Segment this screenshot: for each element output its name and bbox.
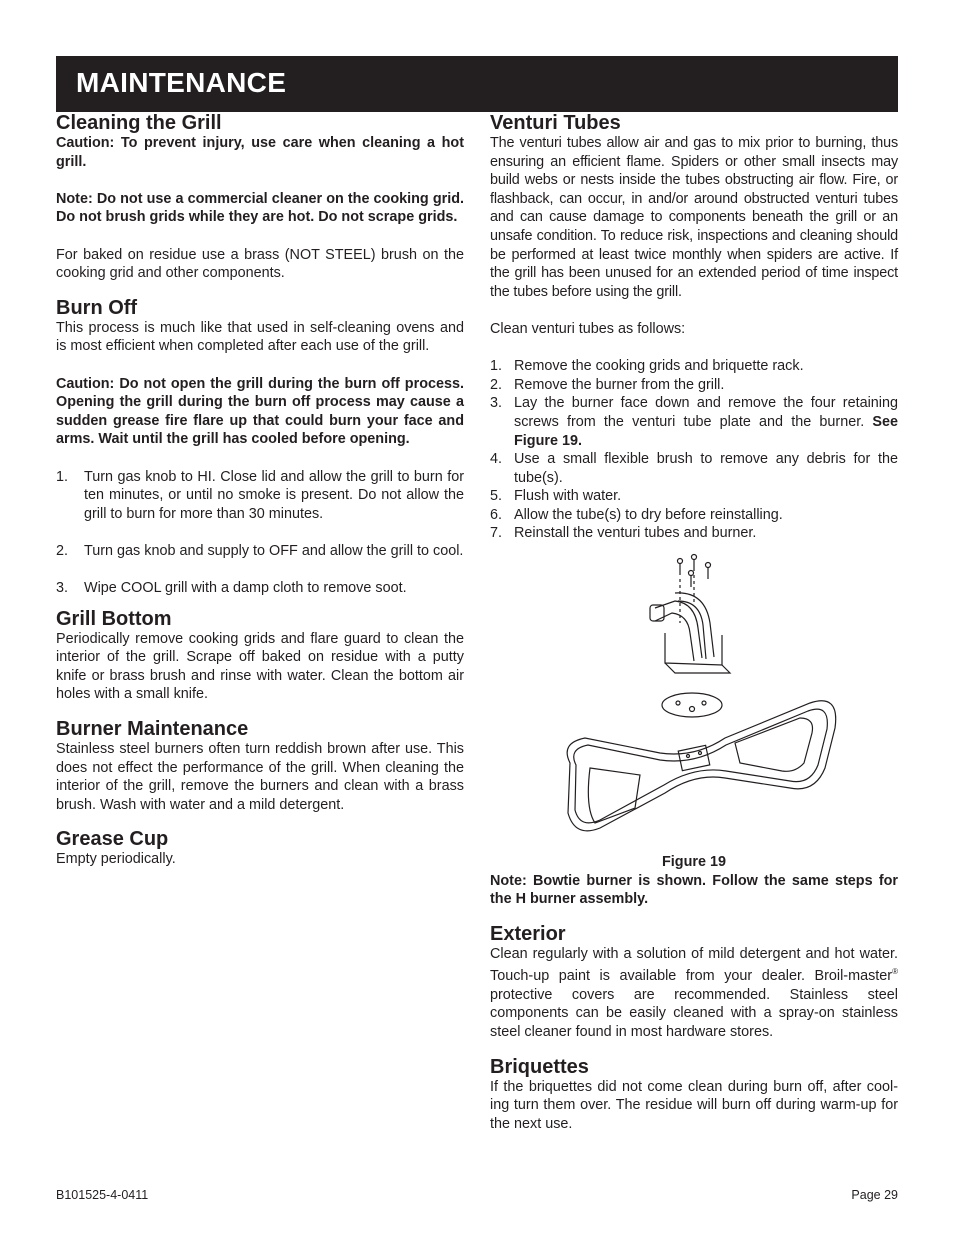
cleaning-note: Note: Do not use a commercial cleaner on the cooking grid. Do not brush grids while they are hot. Do not scrape grids. xyxy=(56,190,464,226)
figure-note: Note: Bowtie burner is shown. Follow the same steps for the H burner assembly. xyxy=(490,872,898,908)
list-item: 1. Turn gas knob to HI. Close lid and allow the grill to burn for ten minutes, or until no smoke is present. Do not allow the grill to burn for more than 30 minutes. xyxy=(56,468,464,522)
exterior-heading: Exterior xyxy=(490,922,566,945)
exterior-body: Clean regularly with a solution of mild detergent and hot water. Touch-up paint is available from your dealer. Broil-master® protective covers are recommended. Stainless steel components can be easily cleaned with a spray-on stainless steel cleaner found in most hardware stores. xyxy=(490,945,898,1041)
list-item: 4. Use a small flexible brush to remove any debris for the tube(s). xyxy=(490,451,898,486)
document-code: B101525-4-0411 xyxy=(56,1188,149,1202)
left-column xyxy=(56,112,464,869)
page-title: MAINTENANCE xyxy=(76,67,287,98)
burnoff-steps xyxy=(56,468,464,598)
list-item: 2. Turn gas knob and supply to OFF and allow the grill to cool. xyxy=(56,542,464,559)
venturi-intro: Clean venturi tubes as follows: xyxy=(490,320,686,337)
venturi-steps xyxy=(490,357,898,543)
section-banner xyxy=(56,56,898,112)
list-item: 7. Reinstall the venturi tubes and burner. xyxy=(490,525,757,542)
venturi-tubes xyxy=(650,593,730,673)
cleaning-caution: Caution: To prevent injury, use care when cleaning a hot grill. xyxy=(56,135,464,170)
list-item: 6. Allow the tube(s) to dry before reinstalling. xyxy=(490,506,783,523)
burner-body: Stainless steel burners often turn reddish brown after use. This does not effect the performance of the grill. When cleaning the interior of the grill, remove the burners and clean with a brass brush. Wash with water and a mild detergent. xyxy=(56,741,464,813)
burnoff-heading: Burn Off xyxy=(56,296,138,319)
bowtie-burner xyxy=(567,701,836,831)
page-number: Page 29 xyxy=(851,1188,898,1202)
greasecup-body: Empty periodically. xyxy=(56,851,176,868)
figure-reference: See Figure 19. xyxy=(514,413,898,449)
venturi-plate xyxy=(662,693,722,717)
bowtie-burner-diagram xyxy=(490,553,898,853)
cleaning-body: For baked on residue use a brass (NOT STEEL) brush on the cooking grid and other components. xyxy=(56,246,464,282)
burnoff-body: This process is much like that used in self-cleaning ovens and is most efficient when completed after each use of the grill. xyxy=(56,319,464,355)
grillbottom-body: Periodically remove cooking grids and flare guard to clean the interior of the grill. Scrape off baked on residue with a putty knife or brass brush and rinse with water. Clean the bottom air holes with a small knife. xyxy=(56,630,464,703)
venturi-heading: Venturi Tubes xyxy=(490,112,621,134)
list-item: 5. Flush with water. xyxy=(490,488,622,505)
list-item: 3. Lay the burner face down and remove the four retaining screws from the venturi tube plate and the burner. See Figure 19. xyxy=(490,395,898,449)
briquettes-body: If the briquettes did not come clean during burn off, after cool-ing turn them over. The residue will burn off during warm-up for the next use. xyxy=(490,1078,898,1132)
venturi-body: The venturi tubes allow air and gas to mix prior to burning, thus ensuring an efficient flame. Spiders or other small insects may build webs or nests inside the tubes obstructing air flow. Fire, or flashback, can occur, in and/or around obstructed venturi tubes and can cause damage to components beneath the grill or an unsafe condition. To reduce risk, inspections and cleaning should be performed at least twice monthly when spiders are active. If the grill has been unused for an extended period of time inspect the tubes before using the grill. xyxy=(490,135,898,300)
greasecup-heading: Grease Cup xyxy=(56,828,169,851)
figure-19-illustration xyxy=(490,553,898,853)
burner-heading: Burner Maintenance xyxy=(56,718,249,741)
right-column xyxy=(490,112,898,1133)
figure-caption: Figure 19 xyxy=(662,854,726,871)
list-item: 3. Wipe COOL grill with a damp cloth to remove soot. xyxy=(56,580,407,597)
briquettes-heading: Briquettes xyxy=(490,1055,589,1078)
list-item: 2. Remove the burner from the grill. xyxy=(490,376,725,393)
list-item: 1. Remove the cooking grids and briquette rack. xyxy=(490,358,804,375)
burnoff-caution: Caution: Do not open the grill during the burn off process. Opening the grill during the burn off process may cause a sudden grease fire flare up that could burn your face and arms. Wait until the grill has cooled before opening. xyxy=(56,375,464,448)
cleaning-heading: Cleaning the Grill xyxy=(56,112,222,134)
grillbottom-heading: Grill Bottom xyxy=(56,607,172,630)
